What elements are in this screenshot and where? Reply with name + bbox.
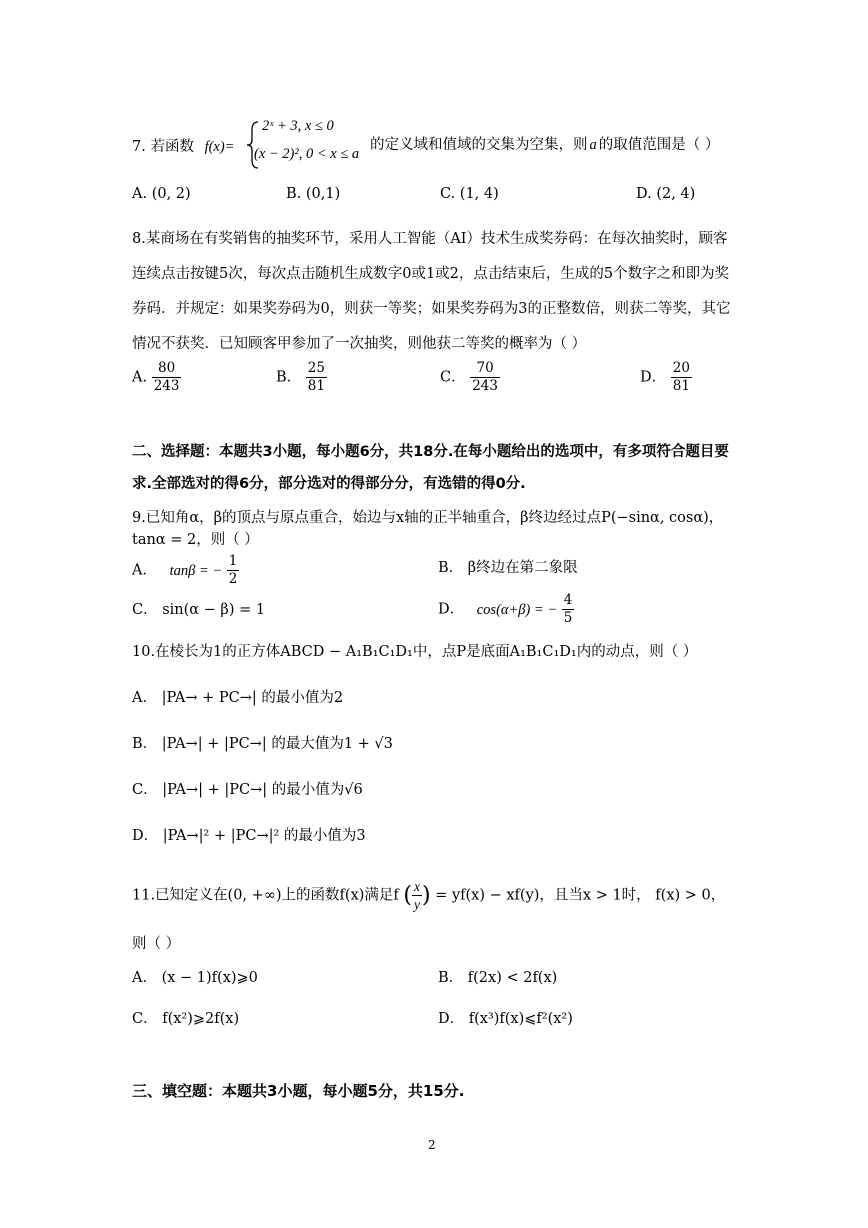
- q7-case-1: 2ˣ + 3, x ≤ 0: [262, 118, 334, 134]
- q9-option-c: C． sin(α − β) = 1: [132, 602, 266, 618]
- q10-option-d: D． |PA→|² + |PC→|² 的最小值为3: [132, 828, 366, 844]
- q9-option-a: A． tanβ = − $\frac{1}{2}$: [132, 553, 238, 587]
- q11-option-c: C． f(x²)⩾2f(x): [132, 1011, 240, 1027]
- q9-line-1: 9.已知角α，β的顶点与原点重合，始边与x轴的正半轴重合，β终边经过点P(−sinα, cosα)，: [132, 510, 724, 526]
- page-number: 2: [428, 1138, 436, 1152]
- q8-option-d: D． $\frac{20}{81}$: [640, 360, 690, 394]
- q9-line-2: tanα = 2，则（ ）: [132, 532, 259, 548]
- q11-option-d: D． f(x³)f(x)⩽f²(x²): [438, 1011, 573, 1027]
- section-3-heading: 三、填空题：本题共3小题，每小题5分，共15分.: [132, 1082, 465, 1100]
- q11-line: 11.已知定义在(0, +∞)上的函数f(x)满足f ( $\frac{x}{y}$ ) = yf(x) − xf(y)，且当x > 1时， f(x) > 0，: [132, 879, 726, 912]
- q7-option-b: B. (0,1): [286, 186, 341, 202]
- q11-option-a: A． (x − 1)f(x)⩾0: [132, 970, 258, 986]
- q7-case-2: (x − 2)², 0 < x ≤ a: [254, 146, 360, 162]
- q7-option-a: A. (0, 2): [132, 186, 191, 202]
- q7-option-c: C. (1, 4): [440, 186, 499, 202]
- q11-then: 则（ ）: [132, 936, 181, 952]
- q8-option-b: B． $\frac{25}{81}$: [276, 360, 325, 394]
- q9-option-d: D． cos(α+β) = − $\frac{4}{5}$: [438, 592, 573, 626]
- q10-option-a: A． |PA→ + PC→| 的最小值为2: [132, 690, 344, 706]
- q7-tail: 的定义域和值域的交集为空集，则 a 的取值范围是（ ）: [370, 137, 720, 153]
- section-2-heading: 二、选择题：本题共3小题，每小题6分，共18分.在每小题给出的选项中，有多项符合题目要求.全部选对的得6分，部分选对的得部分分，有选错的得0分.: [132, 444, 729, 492]
- q7-option-d: D. (2, 4): [636, 186, 696, 202]
- q10-option-c: C． |PA→| + |PC→| 的最小值为√6: [132, 782, 363, 798]
- q10-line: 10.在棱长为1的正方体ABCD − A₁B₁C₁D₁中，点P是底面A₁B₁C₁D₁内的动点，则（ ）: [132, 644, 698, 660]
- q10-option-b: B． |PA→| + |PC→| 的最大值为1 + √3: [132, 736, 393, 752]
- q8-text: 8.某商场在有奖销售的抽奖环节，采用人工智能（AI）技术生成奖券码：在每次抽奖时，顾客连续点击按键5次，每次点击随机生成数字0或1或2，点击结束后，生成的5个数字之和即为奖券码．并规定：如果奖券码为0，则获一等奖；如果奖券码为3的正整数倍，则获二等奖，其它情况不获奖．已知顾客甲参加了一次抽奖，则他获二等奖的概率为（ ）: [132, 231, 731, 352]
- q11-option-b: B． f(2x) < 2f(x): [438, 970, 558, 986]
- q9-option-b: B． β终边在第二象限: [438, 560, 578, 576]
- q8-option-c: C． $\frac{70}{243}$: [440, 360, 498, 394]
- q7-lead: 7. 若函数 f(x)=: [132, 139, 235, 155]
- q8-option-a: A. $\frac{80}{243}$: [132, 360, 180, 394]
